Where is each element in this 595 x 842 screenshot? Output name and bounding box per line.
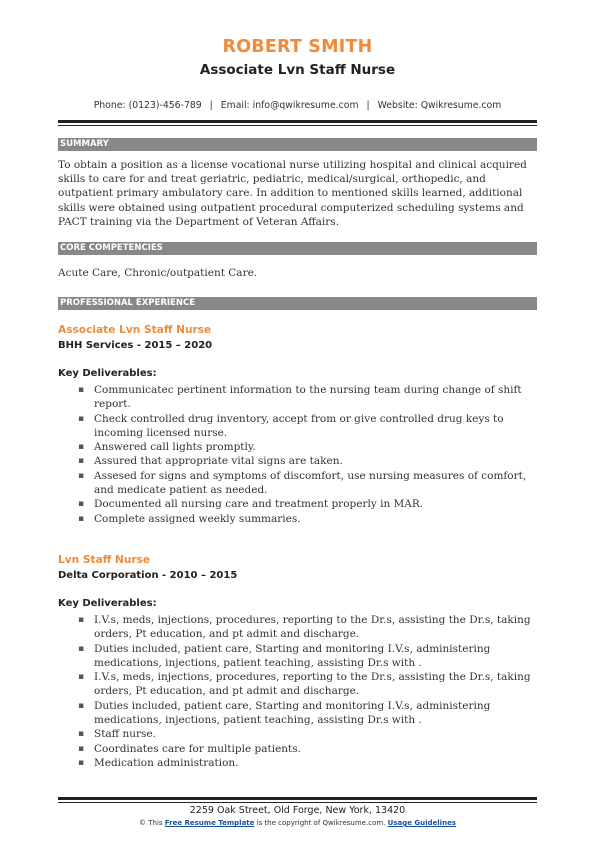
footer-address: 2259 Oak Street, Old Forge, New York, 13420 (189, 805, 406, 816)
list-item: ▪ Answered call lights promptly. (94, 440, 538, 454)
list-item: ▪ Coordinates care for multiple patients. (94, 742, 538, 756)
usage-guidelines-link[interactable]: Usage Guidelines (387, 819, 456, 827)
job-deliverables-list (58, 383, 538, 526)
summary-text: To obtain a position as a license vocational nurse utilizing hospital and clinical acquired skills to care for and treat geriatric, pediatric, medical/surgical, orthopedic, and outpatient primary ambulatory care. In addition to mentioned skills learned, additional skills were obtained using outpatient procedural computerized scheduling systems and PACT training via the Department of Veteran Affairs. (58, 159, 527, 228)
copyright-middle: is the copyright of Qwikresume.com. (256, 819, 386, 827)
job-company: BHH Services - 2015 – 2020 (58, 340, 213, 351)
list-item: ▪ Check controlled drug inventory, accept from or give controlled drug keys to incoming licensed nurse. (94, 412, 538, 441)
list-item: ▪ Complete assigned weekly summaries. (94, 512, 538, 526)
contact-separator: | (209, 100, 213, 111)
list-item: ▪ Staff nurse. (94, 727, 538, 741)
copyright-prefix: © This (139, 819, 163, 827)
job-title: Associate Lvn Staff Nurse (58, 324, 212, 336)
job-company: Delta Corporation - 2010 – 2015 (58, 570, 238, 581)
list-item: ▪ Assured that appropriate vital signs are taken. (94, 454, 538, 468)
contact-phone: Phone: (0123)-456-789 (93, 100, 202, 111)
list-item: ▪ I.V.s, meds, injections, procedures, reporting to the Dr.s, assisting the Dr.s, taking orders, Pt education, and pt admit and discharge. (94, 613, 538, 642)
list-item: ▪ Assesed for signs and symptoms of discomfort, use nursing measures of comfort, and medicate patient as needed. (94, 469, 538, 498)
contact-email: Email: info@qwikresume.com (220, 100, 359, 111)
free-resume-template-link[interactable]: Free Resume Template (164, 819, 255, 827)
job-title: Lvn Staff Nurse (58, 554, 151, 566)
candidate-name: ROBERT SMITH (222, 37, 373, 57)
header-rule-thin (58, 125, 537, 126)
job-deliverables-list (58, 613, 538, 770)
footer-rule-thick (58, 797, 537, 800)
footer-copyright (0, 819, 595, 827)
experience-heading: PROFESSIONAL EXPERIENCE (58, 297, 537, 310)
competencies-text: Acute Care, Chronic/outpatient Care. (58, 267, 258, 279)
competencies-heading: CORE COMPETENCIES (58, 242, 537, 255)
list-item: ▪ Medication administration. (94, 756, 538, 770)
list-item: ▪ Duties included, patient care, Starting and monitoring I.V.s, administering medications, injections, patient teaching, assisting Dr.s with . (94, 642, 538, 671)
key-deliverables-label: Key Deliverables: (58, 368, 157, 379)
list-item: ▪ Duties included, patient care, Starting and monitoring I.V.s, administering medications, injections, patient teaching, assisting Dr.s with . (94, 699, 538, 728)
list-item: ▪ Documented all nursing care and treatment properly in MAR. (94, 497, 538, 511)
contact-line (0, 100, 595, 111)
list-item: ▪ Communicatec pertinent information to the nursing team during change of shift report. (94, 383, 538, 412)
header-rule-thick (58, 120, 537, 123)
candidate-title: Associate Lvn Staff Nurse (199, 62, 396, 78)
footer-rule-thin (58, 802, 537, 803)
summary-heading: SUMMARY (58, 138, 537, 151)
contact-separator: | (366, 100, 370, 111)
key-deliverables-label: Key Deliverables: (58, 598, 157, 609)
list-item: ▪ I.V.s, meds, injections, procedures, reporting to the Dr.s, assisting the Dr.s, taking orders, Pt education, and pt admit and discharge. (94, 670, 538, 699)
contact-website: Website: Qwikresume.com (377, 100, 502, 111)
